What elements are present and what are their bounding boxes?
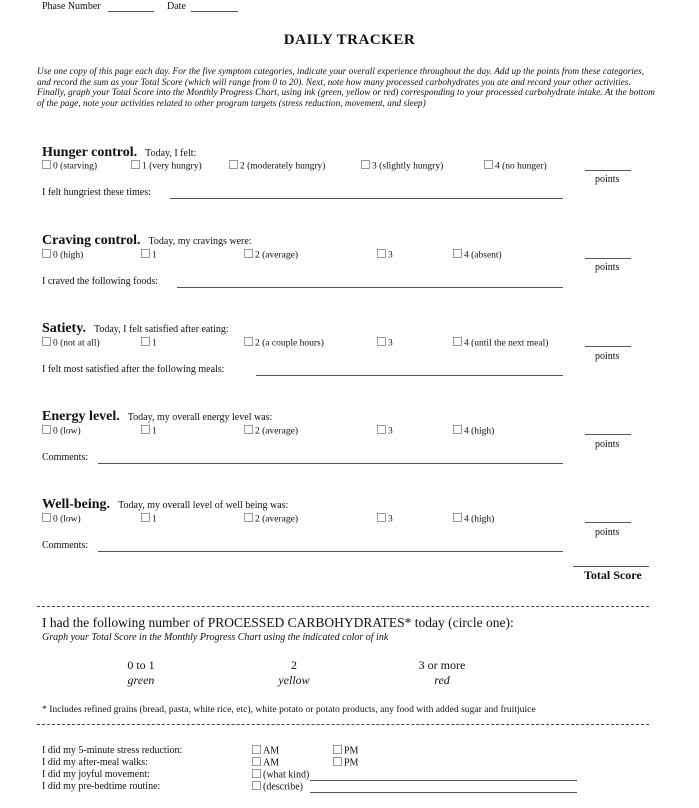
checkbox[interactable]	[252, 757, 261, 766]
option-3[interactable]: 3	[377, 337, 393, 349]
option-4[interactable]: 4 (no hunger)	[484, 160, 547, 172]
option-1[interactable]: 1	[141, 249, 157, 261]
carbs-heading: I had the following number of PROCESSED CARBOHYDRATES* today (circle one):	[42, 615, 514, 630]
activity-what-kind[interactable]: (what kind)	[252, 769, 309, 781]
followup-label: Comments:	[42, 540, 89, 551]
followup-label: I felt most satisfied after the following meals:	[42, 364, 225, 375]
points-label: points	[595, 439, 620, 450]
phase-number-field[interactable]	[108, 11, 154, 12]
option-2[interactable]: 2 (moderately hungry)	[229, 160, 325, 172]
option-0[interactable]: 0 (not at all)	[42, 337, 100, 349]
divider	[37, 606, 649, 607]
points-field[interactable]	[585, 258, 631, 259]
total-score-label: Total Score	[584, 568, 642, 582]
checkbox[interactable]	[42, 513, 51, 522]
checkbox[interactable]	[131, 160, 140, 169]
section-prompt: Today, I felt satisfied after eating:	[93, 324, 229, 335]
section-prompt: Today, my overall energy level was:	[127, 412, 273, 423]
option-0[interactable]: 0 (low)	[42, 513, 81, 525]
option-1[interactable]: 1	[141, 513, 157, 525]
checkbox[interactable]	[453, 337, 462, 346]
checkbox[interactable]	[141, 425, 150, 434]
checkbox[interactable]	[252, 769, 261, 778]
option-2[interactable]: 2 (a couple hours)	[244, 337, 324, 349]
points-label: points	[595, 351, 620, 362]
option-3[interactable]: 3 (slightly hungry)	[361, 160, 443, 172]
activity-field[interactable]	[310, 780, 577, 781]
activity-label: I did my pre-bedtime routine:	[42, 781, 161, 792]
checkbox[interactable]	[252, 781, 261, 790]
checkbox[interactable]	[141, 249, 150, 258]
option-3[interactable]: 3	[377, 425, 393, 437]
followup-field[interactable]	[98, 551, 563, 552]
section-title: Satiety.	[42, 321, 86, 336]
section-hunger	[42, 143, 196, 161]
option-1[interactable]: 1 (very hungry)	[131, 160, 202, 172]
activity-label: I did my 5-minute stress reduction:	[42, 745, 183, 756]
carb-option-green[interactable]	[111, 658, 171, 688]
checkbox[interactable]	[453, 513, 462, 522]
checkbox[interactable]	[42, 160, 51, 169]
checkbox[interactable]	[333, 745, 342, 754]
date-label: Date	[167, 1, 186, 12]
activity-label: I did my after-meal walks:	[42, 757, 148, 768]
section-prompt: Today, I felt:	[145, 148, 197, 159]
points-field[interactable]	[585, 522, 631, 523]
checkbox[interactable]	[377, 513, 386, 522]
date-field[interactable]	[191, 11, 238, 12]
section-title: Craving control.	[42, 233, 141, 248]
section-satiety	[42, 319, 229, 337]
section-title: Energy level.	[42, 409, 120, 424]
section-craving	[42, 231, 252, 249]
option-3[interactable]: 3	[377, 513, 393, 525]
option-1[interactable]: 1	[141, 337, 157, 349]
points-field[interactable]	[585, 170, 631, 171]
page-title: DAILY TRACKER	[283, 32, 416, 48]
checkbox[interactable]	[244, 513, 253, 522]
option-0[interactable]: 0 (low)	[42, 425, 81, 437]
activity-am[interactable]: AM	[252, 757, 279, 769]
followup-field[interactable]	[98, 463, 563, 464]
points-field[interactable]	[585, 346, 631, 347]
checkbox[interactable]	[42, 425, 51, 434]
followup-label: I felt hungriest these times:	[42, 187, 151, 198]
checkbox[interactable]	[244, 337, 253, 346]
option-4[interactable]: 4 (high)	[453, 425, 494, 437]
followup-field[interactable]	[170, 198, 563, 199]
option-4[interactable]: 4 (absent)	[453, 249, 502, 261]
section-title: Well-being.	[42, 497, 111, 512]
carb-option-color: yellow	[278, 673, 310, 687]
option-4[interactable]: 4 (until the next meal)	[453, 337, 548, 349]
section-title: Hunger control.	[42, 145, 138, 160]
checkbox[interactable]	[453, 425, 462, 434]
checkbox[interactable]	[244, 425, 253, 434]
section-prompt: Today, my cravings were:	[148, 236, 252, 247]
followup-label: Comments:	[42, 452, 89, 463]
asterisk: *	[42, 704, 47, 715]
option-0[interactable]: 0 (high)	[42, 249, 83, 261]
checkbox[interactable]	[252, 745, 261, 754]
activity-am[interactable]: AM	[252, 745, 279, 757]
checkbox[interactable]	[484, 160, 493, 169]
checkbox[interactable]	[361, 160, 370, 169]
checkbox[interactable]	[141, 513, 150, 522]
activity-describe[interactable]: (describe)	[252, 781, 303, 793]
points-label: points	[595, 174, 620, 185]
checkbox[interactable]	[141, 337, 150, 346]
option-1[interactable]: 1	[141, 425, 157, 437]
checkbox[interactable]	[333, 757, 342, 766]
option-4[interactable]: 4 (high)	[453, 513, 494, 525]
total-score-field[interactable]	[573, 566, 649, 567]
option-0[interactable]: 0 (starving)	[42, 160, 97, 172]
carb-option-count: 0 to 1	[127, 658, 155, 672]
phase-number-label: Phase Number	[42, 1, 101, 12]
section-well-being	[42, 495, 288, 513]
followup-label: I craved the following foods:	[42, 276, 159, 287]
activity-field[interactable]	[310, 792, 577, 793]
carbs-subheading: Graph your Total Score in the Monthly Progress Chart using the indicated color of ink	[42, 632, 389, 643]
option-2[interactable]: 2 (average)	[244, 249, 298, 261]
section-energy	[42, 407, 272, 425]
activity-label: I did my joyful movement:	[42, 769, 150, 780]
checkbox[interactable]	[42, 337, 51, 346]
checkbox[interactable]	[377, 337, 386, 346]
instructions: Use one copy of this page each day. For the five symptom categories, indicate your overall experience throughout the day. Add up the points from these categories, and record the sum as your Total Score (which will range from 0 to 20). Next, note how many processed carbohydrates you ate and record your other activities. Finally, graph your Total Score into the Monthly Progress Chart, using ink (green, yellow or red) corresponding to your processed carbohydrate intake. At the bottom of the page, note your activities related to other program targets (stress reduction, movement, and sleep)	[37, 67, 655, 109]
checkbox[interactable]	[453, 249, 462, 258]
carb-option-red[interactable]	[406, 658, 478, 688]
section-prompt: Today, my overall level of well being was:	[118, 500, 289, 511]
activity-pm[interactable]: PM	[333, 757, 358, 769]
carb-option-color: red	[434, 673, 450, 687]
checkbox[interactable]	[377, 425, 386, 434]
carb-option-count: 3 or more	[418, 658, 466, 672]
points-label: points	[595, 262, 620, 273]
carb-option-color: green	[127, 673, 155, 687]
carb-option-count: 2	[291, 658, 297, 672]
activity-pm[interactable]: PM	[333, 745, 358, 757]
checkbox[interactable]	[42, 249, 51, 258]
checkbox[interactable]	[377, 249, 386, 258]
option-3[interactable]: 3	[377, 249, 393, 261]
option-2[interactable]: 2 (average)	[244, 513, 298, 525]
carbs-footnote: * Includes refined grains (bread, pasta, white rice, etc), white potato or potato products, any food with added sugar and fruitjuice	[42, 704, 536, 715]
option-2[interactable]: 2 (average)	[244, 425, 298, 437]
points-label: points	[595, 527, 620, 538]
divider	[37, 724, 649, 725]
carb-option-yellow[interactable]	[264, 658, 324, 688]
followup-field[interactable]	[177, 287, 563, 288]
points-field[interactable]	[585, 434, 631, 435]
checkbox[interactable]	[229, 160, 238, 169]
followup-field[interactable]	[256, 375, 563, 376]
checkbox[interactable]	[244, 249, 253, 258]
